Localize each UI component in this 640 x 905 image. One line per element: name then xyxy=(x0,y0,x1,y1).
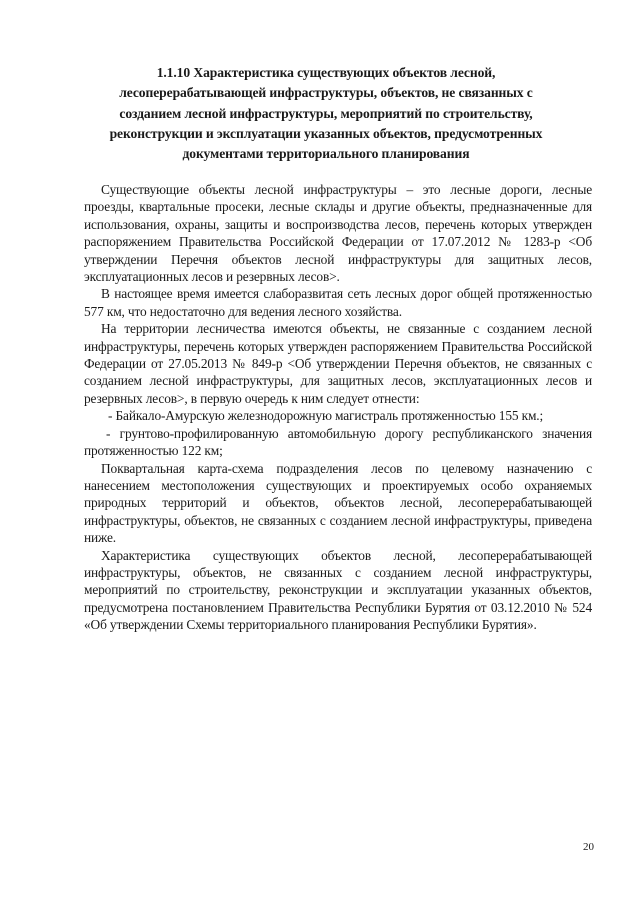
paragraph-map-scheme: Поквартальная карта-схема подразделения лесов по целевому назначению с нанесением местоположения существующих и проектируемых особо охраняемых природных территорий и объектов, объектов лесной, лесоперерабатывающей инфраструктуры, объектов, не связанных с созданием лесной инфраструктуры, приведена ниже. xyxy=(84,460,592,546)
list-item-railway: - Байкало-Амурскую железнодорожную магистраль протяженностью 155 км.; xyxy=(108,408,544,424)
paragraph-forest-roads: В настоящее время имеется слаборазвитая сеть лесных дорог общей протяженностью 577 км, что недостаточно для ведения лесного хозяйства. xyxy=(84,286,592,319)
list-item-road: - грунтово-профилированную автомобильную дорогу республиканского значения протяженностью 122 км; xyxy=(84,425,592,459)
paragraph-non-infrastructure-objects: На территории лесничества имеются объекты, не связанные с созданием лесной инфраструктуры, перечень которых утвержден распоряжением Правительства Российской Федерации от 27.05.2013 № 849-р <Об утверждении Перечня объектов, не связанных с созданием лесной инфраструктуры, для защитных лесов, эксплуатационных лесов и резервных лесов>, в первую очередь к ним следует отнести: xyxy=(84,321,592,406)
paragraph-existing-infrastructure: Существующие объекты лесной инфраструктуры – это лесные дороги, лесные проезды, квартальные просеки, лесные склады и другие объекты, предназначенные для использования, охраны, защиты и воспроизводства лесов, перечень которых утвержден распоряжением Правительства Российской Федерации от 17.07.2012 № 1283-р <Об утверждении Перечня объектов лесной инфраструктуры для защитных лесов, эксплуатационных лесов и резервных лесов>. xyxy=(84,182,592,285)
paragraph-characteristics: Характеристика существующих объектов лесной, лесоперерабатывающей инфраструктуры, объектов, не связанных с созданием лесной инфраструктуры, мероприятий по строительству, реконструкции и эксплуатации указанных объектов, предусмотрена постановлением Правительства Республики Бурятия от 03.12.2010 № 524 «Об утверждении Схемы территориального планирования Республики Бурятия». xyxy=(84,547,592,633)
page-number: 20 xyxy=(583,841,594,853)
document-body xyxy=(84,181,592,634)
section-heading: 1.1.10 Характеристика существующих объектов лесной, лесоперерабатывающей инфраструктуры, объектов, не связанных с созданием лесной инфраструктуры, мероприятий по строительству, реконструкции и эксплуатации указанных объектов, предусмотренных документами территориального планирования xyxy=(109,65,543,162)
